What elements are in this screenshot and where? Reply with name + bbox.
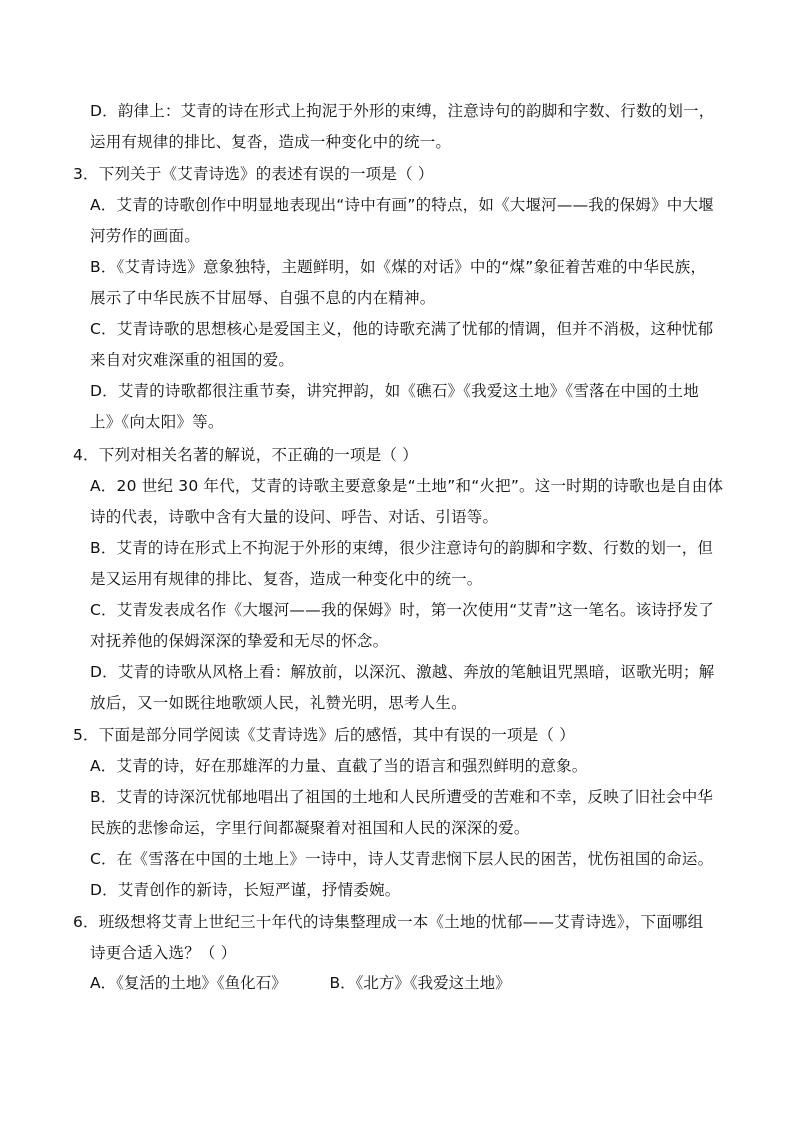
q3-option-c-line-2: 来自对灾难深重的祖国的爱。 <box>90 351 295 369</box>
question-3-stem: 3．下列关于《艾青诗选》的表述有误的一项是（ ） <box>73 165 434 183</box>
q3-option-a-line-1: A．艾青的诗歌创作中明显地表现出“诗中有画”的特点，如《大堰河——我的保姆》中大堰 <box>90 196 714 214</box>
q4-option-d-line-1: D．艾青的诗歌从风格上看：解放前，以深沉、激越、奔放的笔触诅咒黑暗，讴歌光明；解 <box>90 663 715 681</box>
q5-option-d: D．艾青创作的新诗，长短严谨，抒情委婉。 <box>90 881 401 899</box>
q4-option-a-line-2: 诗的代表，诗歌中含有大量的设问、呼告、对话、引语等。 <box>90 508 499 526</box>
q5-option-b-line-2: 民族的悲惨命运，字里行间都凝聚着对祖国和人民的深深的爱。 <box>90 819 530 837</box>
q4-option-a-line-1: A．20 世纪 30 年代，艾青的诗歌主要意象是“土地”和“火把”。这一时期的诗歌也是自由体 <box>90 477 724 495</box>
q3-option-b-line-1: B．《艾青诗选》意象独特，主题鲜明，如《煤的对话》中的“煤”象征着苦难的中华民族， <box>90 258 707 276</box>
q5-option-a: A．艾青的诗，好在那雄浑的力量、直截了当的语言和强烈鲜明的意象。 <box>90 757 588 775</box>
q5-option-c: C．在《雪落在中国的土地上》一诗中，诗人艾青悲悯下层人民的困苦，忧伤祖国的命运。 <box>90 850 714 868</box>
q4-option-b-line-2: 是又运用有规律的排比、复沓，造成一种变化中的统一。 <box>90 570 483 588</box>
q3-option-d-line-2: 上》《向太阳》等。 <box>90 413 224 431</box>
q4-option-c-line-1: C．艾青发表成名作《大堰河——我的保姆》时，第一次使用“艾青”这一笔名。该诗抒发了 <box>90 601 715 619</box>
question-4-stem: 4．下列对相关名著的解说，不正确的一项是（ ） <box>73 446 418 464</box>
q3-option-c-line-1: C．艾青诗歌的思想核心是爱国主义，他的诗歌充满了忧郁的情调，但并不消极，这种忧郁 <box>90 320 714 338</box>
q6-option-b: B．《北方》《我爱这土地》 <box>329 974 511 992</box>
question-6-stem-line-2: 诗更合适入选？（ ） <box>90 944 237 962</box>
q2-option-d-line-1: D．韵律上：艾青的诗在形式上拘泥于外形的束缚，注意诗句的韵脚和字数、行数的划一， <box>90 102 715 120</box>
question-6-stem-line-1: 6．班级想将艾青上世纪三十年代的诗集整理成一本《土地的忧郁——艾青诗选》，下面哪组 <box>73 913 704 931</box>
q6-option-a: A．《复活的土地》《鱼化石》 <box>90 974 287 992</box>
q3-option-d-line-1: D．艾青的诗歌都很注重节奏，讲究押韵，如《礁石》《我爱这土地》《雪落在中国的土地 <box>90 382 699 400</box>
q6-options-row <box>90 973 511 993</box>
question-5-stem: 5．下面是部分同学阅读《艾青诗选》后的感悟，其中有误的一项是（ ） <box>73 726 575 744</box>
q4-option-d-line-2: 放后，又一如既往地歌颂人民，礼赞光明，思考人生。 <box>90 694 467 712</box>
q5-option-b-line-1: B．艾青的诗深沉忧郁地唱出了祖国的土地和人民所遭受的苦难和不幸，反映了旧社会中华 <box>90 788 714 806</box>
q3-option-b-line-2: 展示了中华民族不甘屈辱、自强不息的内在精神。 <box>90 289 436 307</box>
q3-option-a-line-2: 河劳作的画面。 <box>90 227 200 245</box>
q4-option-c-line-2: 对抚养他的保姆深深的挚爱和无尽的怀念。 <box>90 632 389 650</box>
q4-option-b-line-1: B．艾青的诗在形式上不拘泥于外形的束缚，很少注意诗句的韵脚和字数、行数的划一，但 <box>90 539 714 557</box>
q2-option-d-line-2: 运用有规律的排比、复沓，造成一种变化中的统一。 <box>90 133 452 151</box>
